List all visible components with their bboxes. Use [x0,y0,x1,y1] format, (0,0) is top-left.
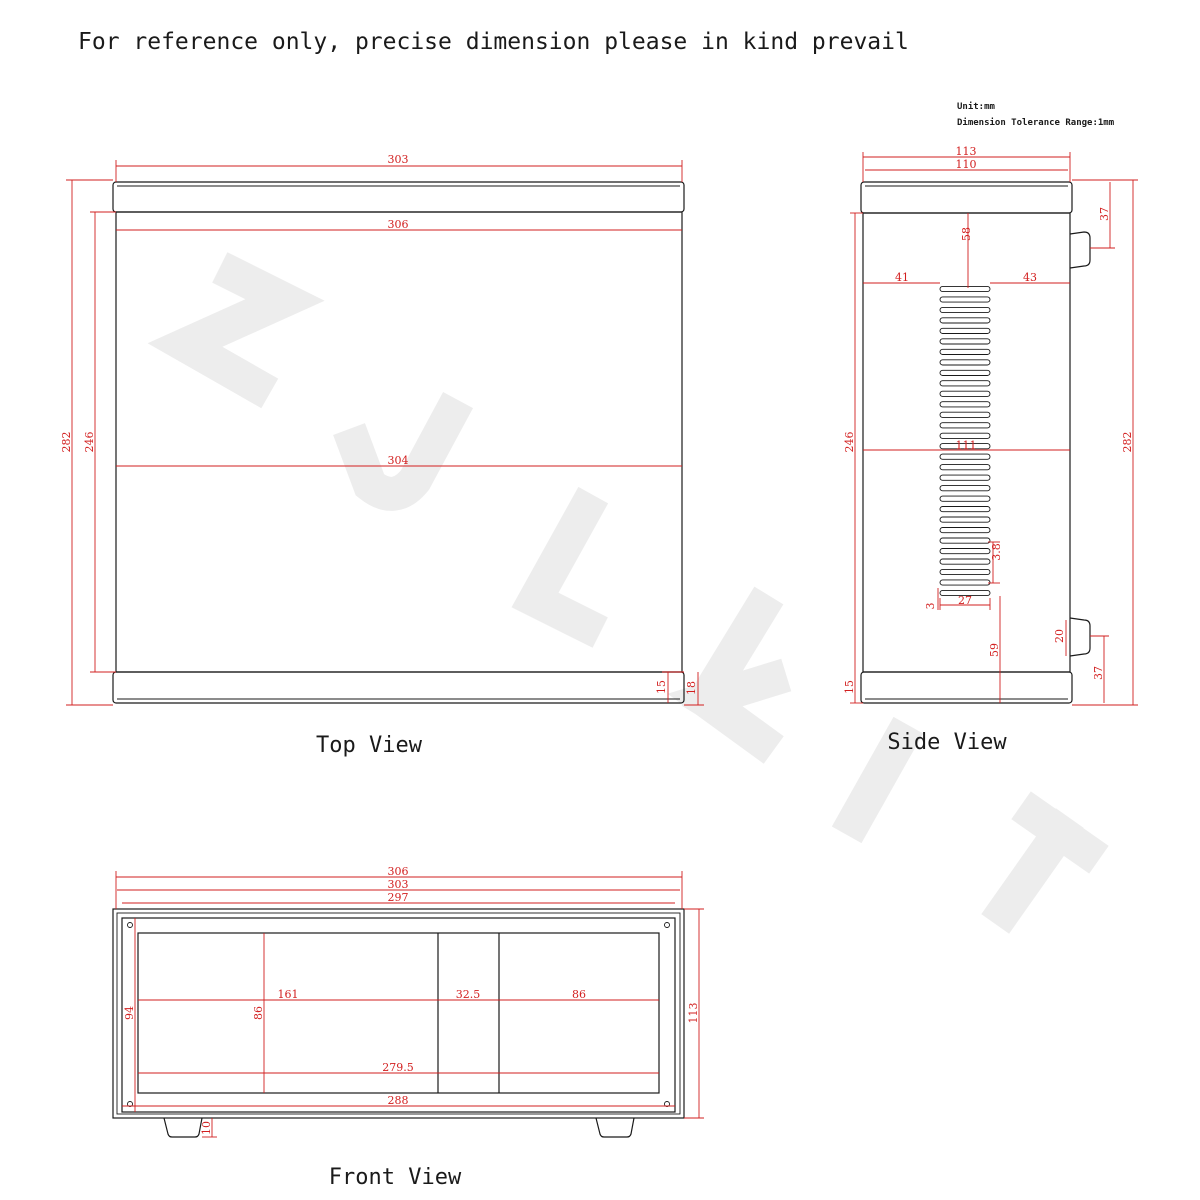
top-view-body [116,212,682,672]
dim-side-slot-length-27: 27 [958,594,972,607]
dim-top-width-306: 306 [387,218,409,231]
dim-side-foot-bottom-37: 37 [1092,666,1105,680]
tolerance-label: Dimension Tolerance Range:1mm [957,118,1115,128]
dim-top-height-246: 246 [83,431,96,453]
vent-slot [940,339,990,344]
side-view-foot-bottom [1070,618,1090,656]
vent-slot [940,307,990,312]
front-view-screw-hole [128,923,133,928]
dim-side-depth-113: 113 [955,145,977,158]
dim-side-height-282: 282 [1121,431,1134,453]
dim-side-height-246: 246 [843,431,856,453]
dim-top-height-282: 282 [60,431,73,453]
vent-slot [940,496,990,501]
vent-slot [940,454,990,459]
dim-side-slot-pitch-3.8: 3.8 [990,543,1003,561]
dim-side-vent-top-58: 58 [960,227,973,241]
vent-slot [940,423,990,428]
vent-slot [940,528,990,533]
dim-top-width-304: 304 [387,454,409,467]
vent-slot [940,475,990,480]
dim-top-width-303: 303 [387,153,409,166]
front-view-panel [122,918,675,1112]
dim-front-width-306: 306 [387,865,409,878]
dim-front-window-279.5: 279.5 [382,1061,414,1074]
dim-front-width-297: 297 [387,891,409,904]
vent-slot [940,465,990,470]
dim-front-section-86: 86 [572,988,586,1001]
dim-front-foot-10: 10 [200,1121,213,1135]
vent-slot [940,318,990,323]
dim-front-height-113: 113 [687,1002,700,1024]
dim-front-section-161: 161 [277,988,299,1001]
front-view-outer-frame [113,909,684,1118]
top-view-end-cap-bottom [113,672,684,703]
dim-side-left-41: 41 [895,271,909,284]
vent-slot [940,486,990,491]
side-view-end-cap-bottom [861,672,1072,703]
vent-slot [940,360,990,365]
top-view-end-cap-top [113,182,684,212]
dim-top-endcap-18: 18 [685,681,698,695]
dim-side-depth-110: 110 [955,158,977,171]
dim-front-section-32.5: 32.5 [455,988,481,1001]
front-view-foot-left [164,1118,202,1137]
vent-slot [940,569,990,574]
vent-slot [940,412,990,417]
dim-side-vent-bottom-59: 59 [988,643,1001,657]
vent-slot [940,517,990,522]
vent-slot [940,402,990,407]
front-view-screw-hole [665,923,670,928]
dim-front-panel-288: 288 [387,1094,409,1107]
dim-side-foot-height-20: 20 [1053,629,1066,643]
vent-slot [940,559,990,564]
vent-slot [940,580,990,585]
vent-slot [940,549,990,554]
unit-label: Unit:mm [957,102,995,112]
dim-side-endcap-15: 15 [843,680,856,694]
vent-slot [940,433,990,438]
reference-note: For reference only, precise dimension please in kind prevail [78,29,909,55]
side-view-foot-top [1070,232,1090,268]
top-view-dimensions [60,153,704,705]
vent-slot [940,391,990,396]
vent-slot [940,328,990,333]
vent-slot [940,286,990,291]
dim-side-right-43: 43 [1023,271,1037,284]
vent-slot [940,381,990,386]
front-view-dimensions [116,865,704,1137]
front-view-foot-right [596,1118,634,1137]
side-view-dimensions [843,145,1138,705]
dim-front-panel-height-94: 94 [123,1006,136,1020]
dim-side-foot-top-37: 37 [1098,207,1111,221]
dim-side-vent-111: 111 [955,439,977,452]
vent-slot [940,538,990,543]
side-view-end-cap-top [861,182,1072,213]
dim-top-endcap-15: 15 [655,680,668,694]
dim-front-width-303: 303 [387,878,409,891]
vent-slot [940,370,990,375]
dim-side-slot-width-3: 3 [924,602,937,610]
vent-slot [940,297,990,302]
front-view-title: Front View [328,1165,462,1190]
side-view-title: Side View [887,730,1007,755]
vent-slot [940,349,990,354]
top-view-title: Top View [316,733,422,758]
dim-front-window-height-86: 86 [252,1006,265,1020]
front-view-frame-inner [117,913,680,1114]
vent-slot [940,507,990,512]
